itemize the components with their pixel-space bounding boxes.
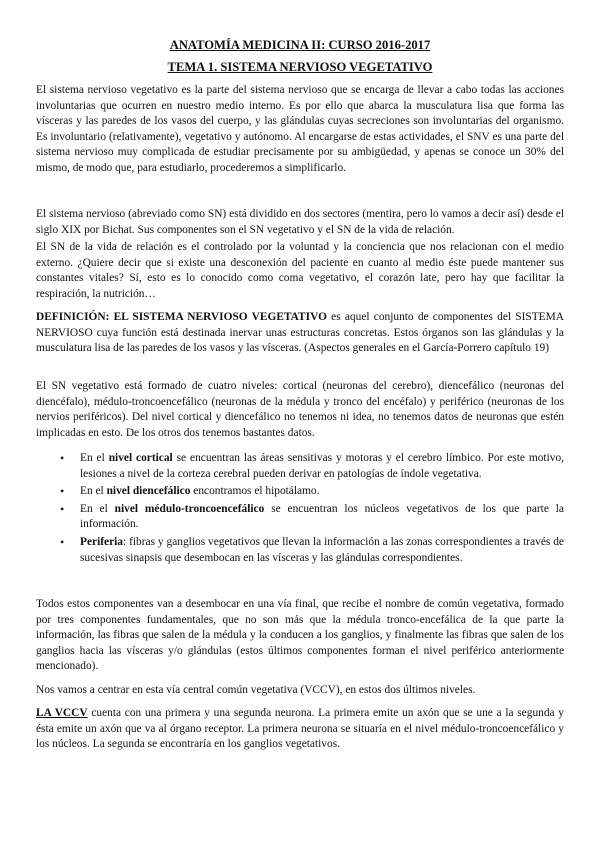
relation-paragraph: El SN de la vida de relación es el controlado por la voluntad y la conciencia que nos relacionan con el medio externo. ¿Quiere decir que si existe una desconexión del paciente en cuanto al medio éste puede mantener sus constantes vitales? Sí, esto es lo conocido como coma vegetativo, el corazón late, pero hay que facilitar la respiración, la nutrición… (36, 241, 564, 300)
list-item (60, 535, 564, 566)
topic-title: TEMA 1. SISTEMA NERVIOSO VEGETATIVO (167, 60, 433, 74)
focus-paragraph: Nos vamos a centrar en esta vía central común vegetativa (VCCV), en estos dos últimos niveles. (36, 684, 476, 696)
course-title: ANATOMÍA MEDICINA II: CURSO 2016-2017 (169, 38, 431, 52)
bullet-text: se encuentran los núcleos vegetativos de los que parte la información. (80, 502, 564, 531)
vccv-text: cuenta con una primera y una segunda neurona. La primera emite un axón que se une a la segunda y ésta emite un axón que va al órgano receptor. La primera neurona se situaría en el nivel médulo-troncoencefálico y los núcleos. La segunda se encontraría en los ganglios vegetativos. (36, 707, 564, 751)
bullet-prefix: En el (80, 485, 107, 498)
bullet-text: se encuentran las áreas sensitivas y motoras y el cerebro límbico. Por este motivo, lesiones a nivel de la corteza cerebral pueden derivar en patologías de índole vegetativa. (80, 452, 564, 480)
bullet-term: Periferia (80, 535, 123, 548)
bullet-term: nivel médulo-troncoencefálico (114, 502, 265, 515)
levels-bullet-list (60, 451, 564, 568)
bullet-prefix: En el (80, 452, 109, 464)
bullet-icon: • (60, 484, 65, 499)
vccv-label: LA VCCV (36, 707, 88, 719)
intro-paragraph: El sistema nervioso vegetativo es la parte del sistema nervioso que se encarga de llevar a cabo todas las acciones involuntarias que ocurren en nuestro medio interno. Es por ello que abarca la musculatura lisa que forma las vísceras y las paredes de los vasos del cuerpo, y las glándulas cuyas secreciones son involuntarias del organismo. Es involuntario (relativamente), vegetativo y autónomo. Al encargarse de estas actividades, el SNV es una parte del sistema nervioso muy complicada de estudiar precisamente por su ambigüedad, y apenas se conoce un 30% del mismo, de modo que, para estudiarlo, procederemos a simplificarlo. (36, 84, 564, 174)
vccv-paragraph (36, 706, 564, 753)
division-paragraph: El sistema nervioso (abreviado como SN) está dividido en dos sectores (mentira, pero lo vamos a decir así) desde el siglo XIX por Bichat. Sus componentes son el SN vegetativo y el SN de la vida de relación. (36, 208, 564, 236)
levels-paragraph: El SN vegetativo está formado de cuatro niveles: cortical (neuronas del cerebro), diencefálico (neuronas del diencéfalo), médulo-troncoencefálico (neuronas de la médula y tronco del encéfalo) y periférico (neuronas de los nervios periféricos). Del nivel cortical y diencefálico no tenemos ni idea, no tenemos datos de neuronas que estén implicadas en esto. De los otros dos tenemos bastantes datos. (36, 380, 564, 439)
bullet-icon: • (60, 501, 65, 516)
bullet-icon: • (60, 451, 65, 465)
definition-paragraph (36, 310, 564, 357)
definition-text: es aquel conjunto de componentes del SISTEMA NERVIOSO cuya función está destinada inervar unas estructuras concretas. Estos órganos son las glándulas y la musculatura lisa de las paredes de los vasos y las vísceras. (Aspectos generales en el García-Porrero capítulo 19) (36, 311, 564, 355)
bullet-term: nivel cortical (108, 452, 173, 464)
bullet-term: nivel diencefálico (106, 485, 191, 498)
list-item (60, 502, 564, 533)
final-path-paragraph: Todos estos componentes van a desembocar en una vía final, que recibe el nombre de común vegetativa, formado por tres componentes fundamentales, que no son más que la médula tronco-encefálica de la que parte la información, las fibras que salen de la médula y la conducen a los ganglios, y finalmente las fibras que salen de los ganglios hacia las vísceras y/o glándulas (estos últimos componentes forman el nivel periférico anteriormente mencionado). (36, 598, 564, 673)
bullet-icon: • (60, 534, 65, 549)
definition-label: DEFINICIÓN: EL SISTEMA NERVIOSO VEGETATIVO (36, 311, 327, 323)
bullet-text: encontramos el hipotálamo. (190, 485, 320, 498)
list-item (60, 451, 564, 482)
list-item (60, 484, 564, 500)
bullet-prefix: En el (80, 502, 115, 515)
bullet-text: : fibras y ganglios vegetativos que llevan la información a las zonas correspondientes a través de sucesivas sinapsis que desembocan en las vísceras y las glándulas correspondientes. (80, 535, 564, 564)
